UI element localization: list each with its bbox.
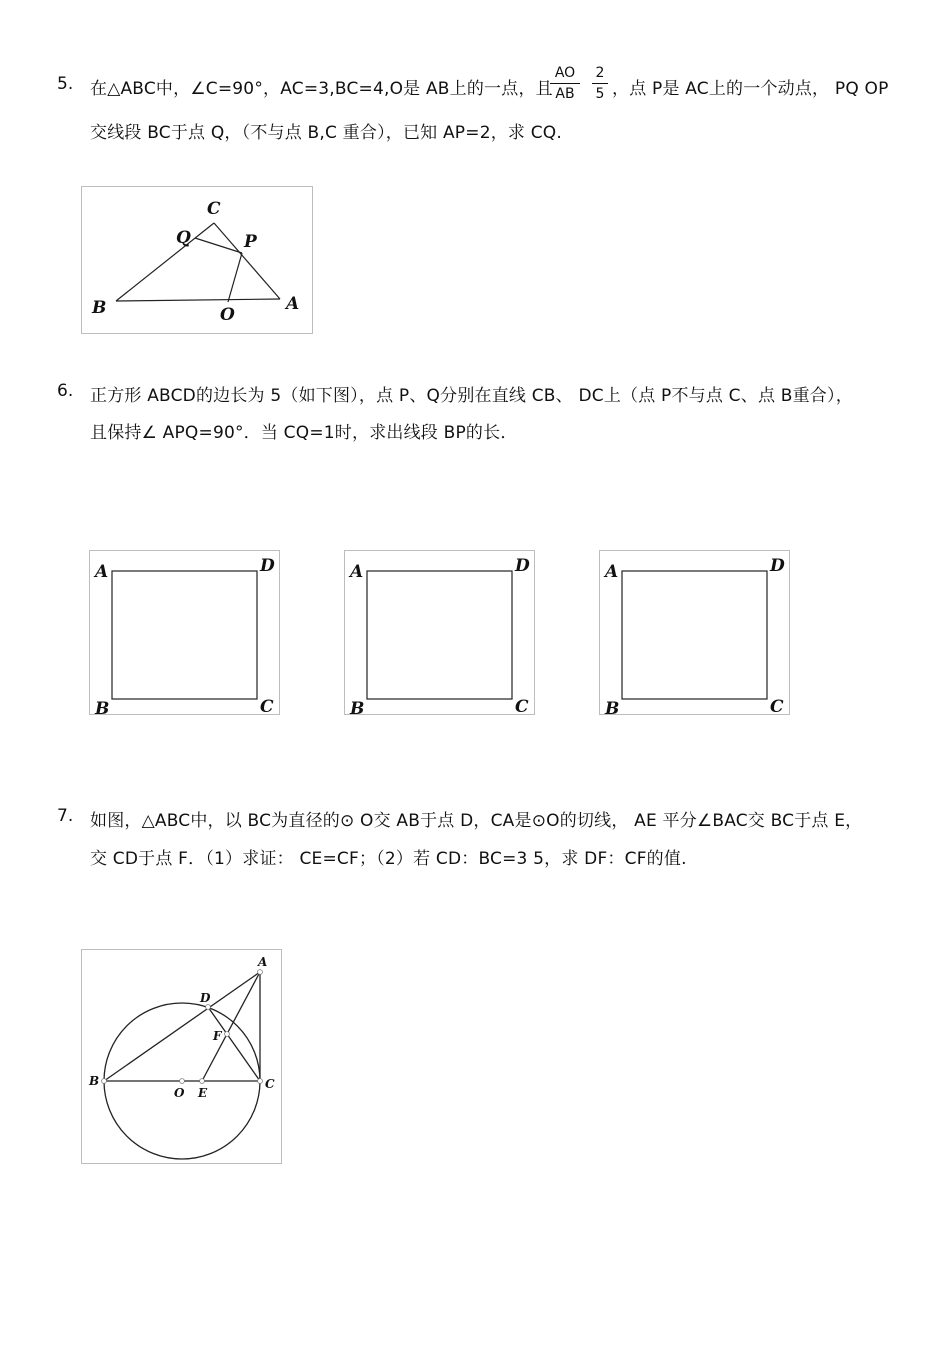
point-a xyxy=(258,970,263,975)
problem-7-line1: 如图，△ABC中，以 BC为直径的⊙ O交 AB于点 D，CA是⊙O的切线， AE 平分∠BAC交 BC于点 E， xyxy=(90,811,863,831)
fraction-numerator: AO xyxy=(554,65,576,81)
label-q: Q xyxy=(176,228,191,248)
label-c: C xyxy=(207,199,221,219)
label-a: A xyxy=(95,562,109,582)
point-f xyxy=(225,1032,230,1037)
label-d: D xyxy=(770,556,785,576)
segment-bc xyxy=(116,223,214,301)
label-a: A xyxy=(350,562,364,582)
label-c: C xyxy=(515,697,529,714)
point-b xyxy=(102,1079,107,1084)
fraction-bar xyxy=(592,83,608,84)
point-o xyxy=(180,1079,185,1084)
label-b: B xyxy=(95,699,110,714)
label-d: D xyxy=(515,556,530,576)
segment-qp xyxy=(195,238,242,253)
label-b: B xyxy=(92,298,107,318)
label-a: A xyxy=(258,955,268,969)
problem-7-number: 7. xyxy=(57,806,74,826)
segment-dc xyxy=(208,1007,260,1081)
label-o: O xyxy=(174,1086,185,1100)
label-c: C xyxy=(770,697,784,714)
problem-6-square-1 xyxy=(89,550,280,715)
problem-6-number: 6. xyxy=(57,381,74,401)
problem-5-line1-a: 在△ABC中，∠C=90°，AC=3,BC=4,O是 AB上的一点，且 xyxy=(90,79,553,99)
point-e xyxy=(200,1079,205,1084)
label-b: B xyxy=(89,1074,100,1088)
segment-ab xyxy=(116,299,280,301)
problem-7-figure xyxy=(81,949,282,1164)
square-outline xyxy=(112,571,257,699)
label-f: F xyxy=(213,1029,222,1043)
fraction-denominator: AB xyxy=(555,86,575,102)
problem-5-number: 5. xyxy=(57,74,74,94)
point-d xyxy=(206,1005,211,1010)
label-d: D xyxy=(260,556,275,576)
point-c xyxy=(258,1079,263,1084)
problem-6-square-3 xyxy=(599,550,790,715)
problem-5-fraction-ao-ab xyxy=(550,65,580,102)
problem-5-fraction-2-5 xyxy=(592,65,608,102)
fraction-bar xyxy=(550,83,580,84)
label-b: B xyxy=(350,699,365,714)
fraction-numerator: 2 xyxy=(595,65,605,81)
square-outline xyxy=(622,571,767,699)
label-a: A xyxy=(286,294,300,314)
label-p: P xyxy=(244,232,257,252)
label-b: B xyxy=(605,699,620,714)
segment-ba xyxy=(104,972,260,1081)
label-e: E xyxy=(198,1086,208,1100)
label-a: A xyxy=(605,562,619,582)
fraction-denominator: 5 xyxy=(595,86,605,102)
label-o: O xyxy=(220,305,235,325)
problem-5-figure xyxy=(81,186,313,334)
segment-ae xyxy=(202,972,260,1081)
label-d: D xyxy=(200,991,211,1005)
square-outline xyxy=(367,571,512,699)
problem-5-line1-b: ，点 P是 AC上的一个动点， PQ OP xyxy=(612,79,889,99)
segment-po xyxy=(228,253,242,302)
problem-5-line2: 交线段 BC于点 Q，（不与点 B,C 重合），已知 AP=2，求 CQ. xyxy=(90,123,562,143)
problem-6-square-2 xyxy=(344,550,535,715)
problem-6-line2: 且保持∠ APQ=90°．当 CQ=1时，求出线段 BP的长． xyxy=(90,423,518,443)
label-c: C xyxy=(260,697,274,714)
label-c: C xyxy=(265,1077,275,1091)
problem-6-line1: 正方形 ABCD的边长为 5（如下图），点 P、Q分别在直线 CB、 DC上（点 P不与点 C、点 B重合）， xyxy=(90,386,853,406)
problem-7-line2: 交 CD于点 F．（1）求证： CE=CF；（2）若 CD：BC=3 5，求 DF：CF的值. xyxy=(90,849,687,869)
